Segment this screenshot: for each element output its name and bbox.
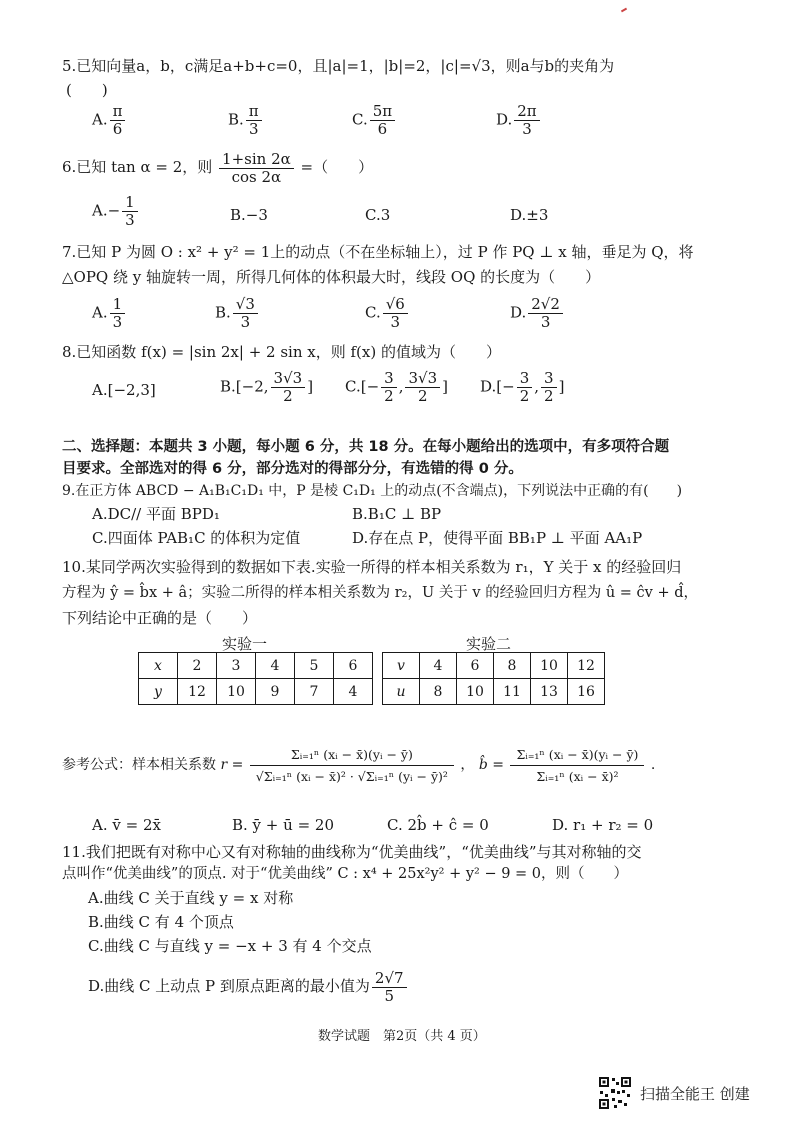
experiment1-title: 实验一 xyxy=(222,635,268,653)
q6-option-b: B.−3 xyxy=(230,206,268,224)
q11-line2: 点叫作“优美曲线”的顶点. 对于“优美曲线” C : x⁴ + 25x²y² + y² − 9 = 0，则（ ） xyxy=(62,866,629,882)
table-cell: 10 xyxy=(457,679,494,705)
q10-line2: 方程为 ŷ = b̂x + â；实验二所得的样本相关系数为 r₂，U 关于 v 的经验回归方程为 û = ĉv + d̂， xyxy=(62,585,699,601)
reference-formula: 参考公式：样本相关系数 r = $\frac{\text{Σᵢ₌₁ⁿ (xᵢ − x̄)(yᵢ − ȳ)}}{\text{√Σᵢ₌₁ⁿ (xᵢ − x̄)² · √Σᵢ₌₁ⁿ (yᵢ − ȳ)²}}$ ， b̂ = $\frac{\text{Σᵢ₌₁ⁿ (xᵢ − x̄)(yᵢ − ȳ)}}{\text{Σᵢ₌₁ⁿ (xᵢ − x̄)²}}$ . xyxy=(62,730,655,800)
table-cell: 3 xyxy=(217,653,256,679)
table-cell: v xyxy=(383,653,420,679)
q10-option-b: B. ȳ + ū = 20 xyxy=(232,816,334,834)
watermark-text: 扫描全能王 创建 xyxy=(640,1085,750,1103)
q6-option-c: C.3 xyxy=(365,206,391,224)
table-cell: 4 xyxy=(334,679,373,705)
q10-line3: 下列结论中正确的是（ ） xyxy=(62,609,258,627)
page-footer: 数学试题 第2页（共 4 页） xyxy=(318,1029,486,1044)
q5-option-c: C. $\frac{5\pi}{6}$ xyxy=(352,103,397,138)
q10-option-d: D. r₁ + r₂ = 0 xyxy=(552,816,654,834)
table-cell: 4 xyxy=(420,653,457,679)
table-cell: 4 xyxy=(256,653,295,679)
q11-option-c: C.曲线 C 与直线 y = −x + 3 有 4 个交点 xyxy=(88,937,372,955)
experiment2-table xyxy=(382,652,605,705)
q5-option-a: A. $\frac{\pi}{6}$ xyxy=(92,103,127,138)
q10-option-a: A. v̄ = 2x̄ xyxy=(92,816,161,834)
q9-stem: 9.在正方体 ABCD − A₁B₁C₁D₁ 中，P 是棱 C₁D₁ 上的动点(不含端点)，下列说法中正确的有( ) xyxy=(62,483,683,499)
table-cell: 5 xyxy=(295,653,334,679)
table-cell: 16 xyxy=(568,679,605,705)
q7-option-d: D. $\frac{2√2}{3}$ xyxy=(510,296,565,331)
section2-line2: 目要求。全部选对的得 6 分，部分选对的得部分分，有选错的得 0 分。 xyxy=(62,461,523,477)
table-row xyxy=(383,653,605,679)
table-row xyxy=(383,679,605,705)
table-row xyxy=(139,653,373,679)
q11-option-b: B.曲线 C 有 4 个顶点 xyxy=(88,913,234,931)
q5-stem: 5.已知向量a，b，c满足a+b+c=0，且|a|=1，|b|=2，|c|=√3，则a与b的夹角为 xyxy=(62,57,615,75)
table-cell: u xyxy=(383,679,420,705)
q6-option-d: D.±3 xyxy=(510,206,549,224)
q10-line1: 10.某同学两次实验得到的数据如下表.实验一所得的样本相关系数为 r₁，Y 关于 x 的经验回归 xyxy=(62,558,682,576)
table-row xyxy=(139,679,373,705)
table-cell: y xyxy=(139,679,178,705)
q10-option-c: C. 2b̂ + ĉ = 0 xyxy=(387,816,489,834)
q9-option-a: A.DC// 平面 BPD₁ xyxy=(92,505,220,523)
table-cell: 6 xyxy=(334,653,373,679)
q7-option-a: A. $\frac{1}{3}$ xyxy=(92,296,127,331)
q9-option-d: D.存在点 P，使得平面 BB₁P ⊥ 平面 AA₁P xyxy=(352,529,643,547)
table-cell: 12 xyxy=(568,653,605,679)
experiment2-title: 实验二 xyxy=(466,635,512,653)
table-cell: 11 xyxy=(494,679,531,705)
experiment1-table xyxy=(138,652,373,705)
table-cell: 10 xyxy=(217,679,256,705)
q11-line1: 11.我们把既有对称中心又有对称轴的曲线称为“优美曲线”，“优美曲线”与其对称轴的交 xyxy=(62,843,642,861)
q5-option-b: B. $\frac{\pi}{3}$ xyxy=(228,103,264,138)
q11-option-d: D.曲线 C 上动点 P 到原点距离的最小值为 $\frac{2√7}{5}$ xyxy=(88,968,409,1005)
q7-line2: △OPQ 绕 y 轴旋转一周，所得几何体的体积最大时，线段 OQ 的长度为（ ） xyxy=(62,268,601,286)
table-cell: 6 xyxy=(457,653,494,679)
q5-paren: ( ) xyxy=(66,81,108,99)
scan-mark xyxy=(621,8,627,13)
q8-option-c: C.[− $\frac{3}{2}$ , $\frac{3√3}{2}$ ] xyxy=(345,369,448,405)
q6-stem: 6.已知 tan α = 2，则 $\frac{1+\sin 2\alpha}{\cos 2\alpha}$ =（ ） xyxy=(62,149,374,186)
q8-option-d: D.[− $\frac{3}{2}$ , $\frac{3}{2}$ ] xyxy=(480,369,565,405)
table-cell: 13 xyxy=(531,679,568,705)
section2-line1: 二、选择题：本题共 3 小题，每小题 6 分，共 18 分。在每小题给出的选项中，有多项符合题 xyxy=(62,439,670,455)
q8-stem: 8.已知函数 f(x) = |sin 2x| + 2 sin x，则 f(x) 的值域为（ ） xyxy=(62,343,501,361)
q6-option-a: A.− $\frac{1}{3}$ xyxy=(92,194,140,229)
q5-option-d: D. $\frac{2\pi}{3}$ xyxy=(496,103,542,138)
qr-code-icon xyxy=(598,1076,632,1110)
q8-option-b: B.[−2, $\frac{3√3}{2}$ ] xyxy=(220,369,314,405)
table-cell: 12 xyxy=(178,679,217,705)
table-cell: 9 xyxy=(256,679,295,705)
table-cell: 10 xyxy=(531,653,568,679)
q11-option-a: A.曲线 C 关于直线 y = x 对称 xyxy=(88,889,294,907)
q9-option-b: B.B₁C ⊥ BP xyxy=(352,505,442,523)
table-cell: 2 xyxy=(178,653,217,679)
q7-line1: 7.已知 P 为圆 O : x² + y² = 1上的动点（不在坐标轴上），过 P 作 PQ ⊥ x 轴，垂足为 Q，将 xyxy=(62,243,694,261)
q9-option-c: C.四面体 PAB₁C 的体积为定值 xyxy=(92,529,301,547)
table-cell: x xyxy=(139,653,178,679)
table-cell: 8 xyxy=(494,653,531,679)
table-cell: 7 xyxy=(295,679,334,705)
q8-option-a: A.[−2,3] xyxy=(92,381,156,399)
q7-option-b: B. $\frac{√3}{3}$ xyxy=(215,296,260,331)
q7-option-c: C. $\frac{√6}{3}$ xyxy=(365,296,410,331)
table-cell: 8 xyxy=(420,679,457,705)
